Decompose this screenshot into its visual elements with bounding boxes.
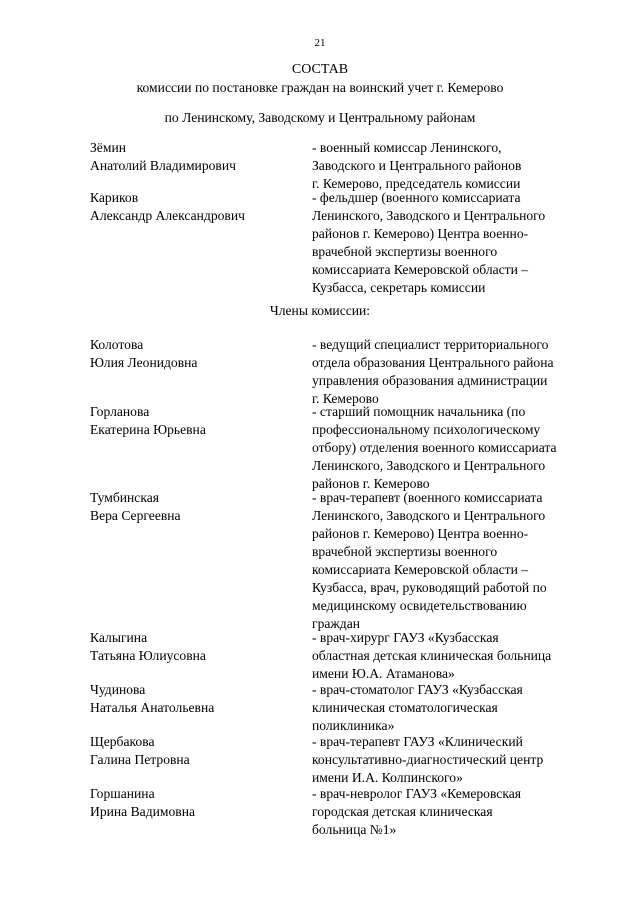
person-role-line: - военный комиссар Ленинского, xyxy=(312,140,502,155)
person-role xyxy=(312,681,612,735)
person-role-line: больница №1» xyxy=(312,822,397,837)
person-name-line: Татьяна Юлиусовна xyxy=(90,648,206,663)
person-name-line: Щербакова xyxy=(90,734,155,749)
person-name-line: Ирина Вадимовна xyxy=(90,804,196,819)
person-role-line: имени Ю.А. Атаманова» xyxy=(312,666,455,681)
person-role-line: районов г. Кемерово) Центра военно- xyxy=(312,526,529,541)
person-role xyxy=(312,629,612,683)
person-role-line: граждан xyxy=(312,616,361,631)
person-role-line: медицинскому освидетельствованию xyxy=(312,598,527,613)
person-role-line: Заводского и Центрального районов xyxy=(312,158,522,173)
person-name xyxy=(90,403,300,439)
person-role-line: Кузбасса, секретарь комиссии xyxy=(312,280,486,295)
person-name xyxy=(90,629,300,665)
person-role-line: - врач-стоматолог ГАУЗ «Кузбасская xyxy=(312,682,523,697)
person-role-line: комиссариата Кемеровской области – xyxy=(312,562,529,577)
person-role-line: - врач-хирург ГАУЗ «Кузбасская xyxy=(312,630,499,645)
document-title: СОСТАВ xyxy=(291,62,349,77)
person-name-line: Горланова xyxy=(90,404,150,419)
person-name-line: Наталья Анатольевна xyxy=(90,700,215,715)
person-role-line: областная детская клиническая больница xyxy=(312,648,552,663)
person-role-line: - врач-терапевт ГАУЗ «Клинический xyxy=(312,734,523,749)
person-role-line: профессиональному психологическому xyxy=(312,422,541,437)
person-role-line: Ленинского, Заводского и Центрального xyxy=(312,458,546,473)
person-name-line: Чудинова xyxy=(90,682,146,697)
person-name xyxy=(90,785,300,821)
person-role xyxy=(312,189,612,297)
person-name-line: Александр Александрович xyxy=(90,208,245,223)
person-name xyxy=(90,681,300,717)
person-role-line: районов г. Кемерово) Центра военно- xyxy=(312,226,529,241)
person-role xyxy=(312,733,612,787)
person-name-line: Тумбинская xyxy=(90,490,160,505)
person-role-line: - старший помощник начальника (по xyxy=(312,404,526,419)
person-name-line: Юлия Леонидовна xyxy=(90,355,198,370)
person-name-line: Анатолий Владимирович xyxy=(90,158,236,173)
person-role xyxy=(312,489,612,633)
document-subtitle-line1: комиссии по постановке граждан на воинский учет г. Кемерово xyxy=(136,80,504,95)
person-name-line: Зёмин xyxy=(90,140,126,155)
person-role-line: поликлиника» xyxy=(312,718,395,733)
person-role-line: отбору) отделения военного комиссариата xyxy=(312,440,557,455)
person-name-line: Калыгина xyxy=(90,630,148,645)
person-role xyxy=(312,336,612,408)
person-role-line: консультативно-диагностический центр xyxy=(312,752,544,767)
person-role-line: - врач-терапевт (военного комиссариата xyxy=(312,490,543,505)
person-name xyxy=(90,189,300,225)
person-name xyxy=(90,489,300,525)
person-role xyxy=(312,785,612,839)
document-subtitle-line2: по Ленинскому, Заводскому и Центральному районам xyxy=(164,110,476,125)
person-name-line: Галина Петровна xyxy=(90,752,190,767)
person-role-line: Ленинского, Заводского и Центрального xyxy=(312,208,546,223)
person-role xyxy=(312,139,612,193)
person-role-line: имени И.А. Колпинского» xyxy=(312,770,463,785)
person-role-line: городская детская клиническая xyxy=(312,804,493,819)
person-role-line: г. Кемерово, председатель комиссии xyxy=(312,176,521,191)
person-role xyxy=(312,403,612,493)
person-role-line: - ведущий специалист территориального xyxy=(312,337,549,352)
person-name xyxy=(90,733,300,769)
person-role-line: районов г. Кемерово xyxy=(312,476,430,491)
person-role-line: отдела образования Центрального района xyxy=(312,355,554,370)
person-role-line: клиническая стоматологическая xyxy=(312,700,498,715)
person-name-line: Вера Сергеевна xyxy=(90,508,181,523)
page-number: 21 xyxy=(314,37,326,49)
person-name xyxy=(90,336,300,372)
person-name-line: Екатерина Юрьевна xyxy=(90,422,206,437)
person-role-line: - фельдшер (военного комиссариата xyxy=(312,190,521,205)
person-role-line: врачебной экспертизы военного xyxy=(312,244,498,259)
person-role-line: управления образования администрации xyxy=(312,373,548,388)
person-name-line: Кариков xyxy=(90,190,139,205)
person-name-line: Колотова xyxy=(90,337,144,352)
members-header: Члены комиссии: xyxy=(269,303,371,318)
person-role-line: врачебной экспертизы военного xyxy=(312,544,498,559)
person-role-line: Кузбасса, врач, руководящий работой по xyxy=(312,580,547,595)
person-role-line: комиссариата Кемеровской области – xyxy=(312,262,529,277)
person-role-line: - врач-невролог ГАУЗ «Кемеровская xyxy=(312,786,522,801)
person-role-line: г. Кемерово xyxy=(312,391,379,406)
person-name-line: Горшанина xyxy=(90,786,155,801)
person-name xyxy=(90,139,300,175)
person-role-line: Ленинского, Заводского и Центрального xyxy=(312,508,546,523)
